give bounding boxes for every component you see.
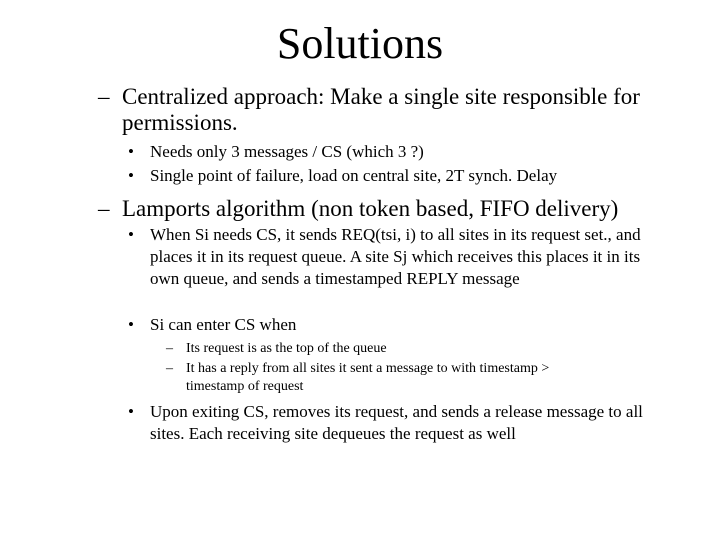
bullet-marker: • [128,142,134,161]
sub-sub-bullet-reply-from-all [166,360,611,396]
slide-title: Solutions [276,19,444,68]
bullet-text: It has a reply from all sites it sent a message to with timestamp > timestamp of request [186,361,550,394]
bullet-marker: • [128,225,134,244]
dash-marker: – [166,341,173,356]
sub-bullet-messages [128,141,668,163]
sub-bullet-when-si-needs-cs [128,224,673,290]
bullet-text: Needs only 3 messages / CS (which 3 ?) [150,142,424,161]
dash-marker: – [166,361,173,376]
bullet-text: Si can enter CS when [150,315,297,334]
sub-bullet-upon-exiting [128,401,653,445]
bullet-text: When Si needs CS, it sends REQ(tsi, i) to all sites in its request set., and places it in its request queue. A site Sj which receives this places it in its own queue, and sends a timestamped REPLY message [150,225,641,288]
bullet-centralized-approach [98,84,658,136]
bullet-text: Centralized approach: Make a single site responsible for permissions. [122,84,640,135]
bullet-lamports-algorithm [98,196,678,222]
bullet-marker: • [128,402,134,421]
dash-marker: – [98,84,110,109]
bullet-text: Lamports algorithm (non token based, FIFO delivery) [122,196,619,221]
bullet-text: Single point of failure, load on central site, 2T synch. Delay [150,166,558,185]
sub-sub-bullet-top-of-queue [166,340,626,358]
bullet-marker: • [128,166,134,185]
bullet-text: Its request is as the top of the queue [186,341,387,356]
bullet-text: Upon exiting CS, removes its request, and sends a release message to all sites. Each receiving site dequeues the request as well [150,402,643,443]
sub-bullet-si-can-enter [128,314,668,336]
sub-bullet-single-point [128,165,688,187]
bullet-marker: • [128,315,134,334]
dash-marker: – [98,196,110,221]
